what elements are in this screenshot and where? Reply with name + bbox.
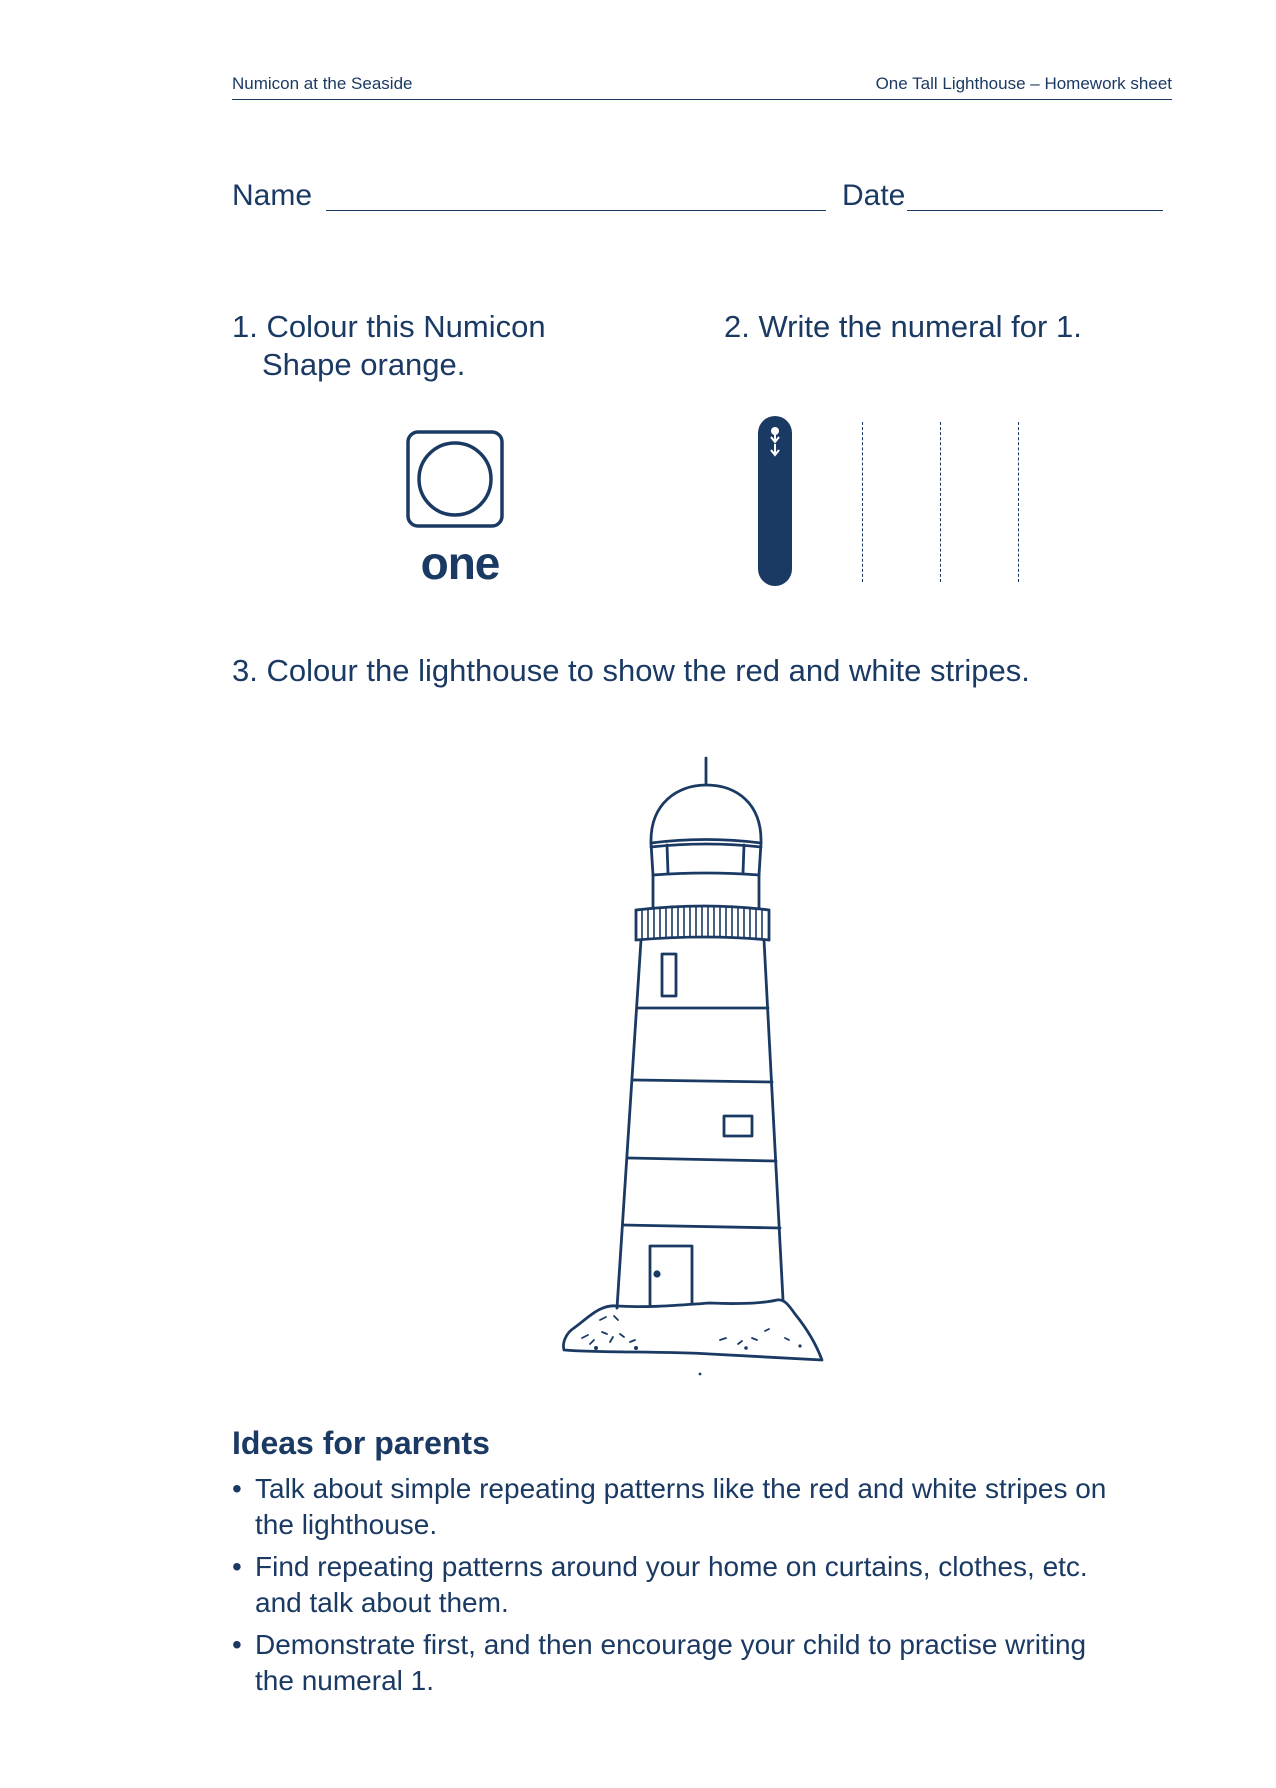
list-item: • Talk about simple repeating patterns like the red and white stripes on the lighthouse.: [232, 1471, 1132, 1543]
tracing-practice-line-3[interactable]: [1018, 422, 1019, 582]
list-item: • Find repeating patterns around your home on curtains, clothes, etc. and talk about them.: [232, 1549, 1132, 1621]
tracing-practice-line-1[interactable]: [862, 422, 863, 582]
numicon-shape-label: one: [420, 537, 500, 589]
date-write-line[interactable]: [907, 210, 1163, 211]
date-label: Date: [842, 179, 906, 212]
parents-heading: Ideas for parents: [232, 1425, 490, 1461]
header-sheet-title: One Tall Lighthouse – Homework sheet: [875, 74, 1172, 93]
question-1-line-1: 1. Colour this Numicon: [232, 309, 546, 344]
question-1: [232, 308, 652, 384]
question-1-line-2: Shape orange.: [262, 347, 466, 382]
numicon-one-shape-icon[interactable]: [404, 428, 508, 532]
lighthouse-outline-icon[interactable]: [560, 748, 840, 1378]
header-divider: [232, 99, 1172, 100]
numeral-one-tracing-icon: [756, 414, 796, 588]
parents-ideas-list: [232, 1471, 1132, 1705]
name-label: Name: [232, 179, 313, 212]
tracing-practice-line-2[interactable]: [940, 422, 941, 582]
name-write-line[interactable]: [326, 210, 826, 211]
list-item: • Demonstrate first, and then encourage your child to practise writing the numeral 1.: [232, 1627, 1132, 1699]
question-3: 3. Colour the lighthouse to show the red and white stripes.: [232, 653, 1030, 688]
question-2: 2. Write the numeral for 1.: [724, 309, 1082, 344]
header-series-title: Numicon at the Seaside: [232, 74, 413, 93]
